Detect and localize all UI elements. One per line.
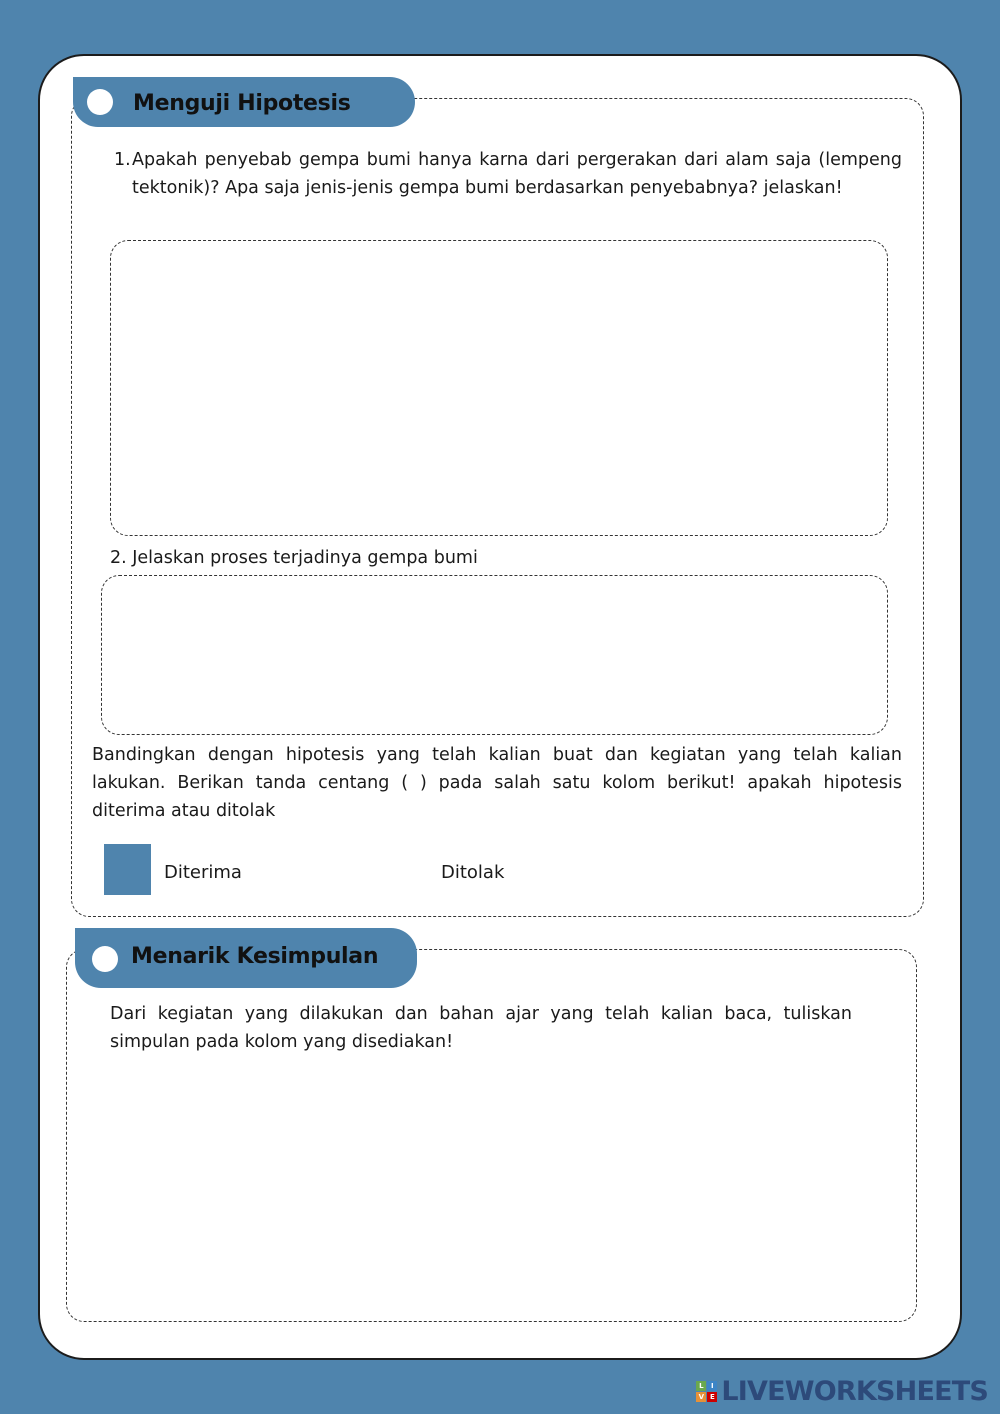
answer-box-2[interactable]	[101, 575, 888, 735]
section-title: Menarik Kesimpulan	[131, 944, 379, 969]
reject-label: Ditolak	[441, 862, 505, 883]
section-title: Menguji Hipotesis	[133, 91, 351, 116]
question-1-number: 1.	[114, 150, 131, 170]
hypothesis-header	[73, 77, 415, 127]
conclusion-answer-area[interactable]	[100, 1061, 890, 1311]
accept-label: Diterima	[164, 862, 242, 883]
conclusion-instruction: Dari kegiatan yang dilakukan dan bahan ajar yang telah kalian baca, tuliskan simpulan pada kolom yang disediakan!	[110, 1004, 852, 1052]
question-2: 2. Jelaskan proses terjadinya gempa bumi	[110, 548, 478, 568]
bullet-icon	[92, 946, 118, 972]
answer-box-1[interactable]	[110, 240, 888, 536]
accept-checkbox[interactable]	[104, 844, 151, 895]
brand-name: LIVEWORKSHEETS	[721, 1375, 988, 1407]
bullet-icon	[87, 89, 113, 115]
brand-icon: L I V E	[696, 1381, 717, 1402]
worksheet-card	[38, 54, 962, 1360]
question-1: Apakah penyebab gempa bumi hanya karna dari pergerakan dari alam saja (lempeng tektonik)? Apa saja jenis-jenis gempa bumi berdasarkan penyebabnya? jelaskan!	[132, 150, 902, 198]
compare-instruction: Bandingkan dengan hipotesis yang telah kalian buat dan kegiatan yang telah kalian lakukan. Berikan tanda centang ( ) pada salah satu kolom berikut! apakah hipotesis diterima atau ditolak	[92, 745, 902, 821]
conclusion-header	[75, 928, 417, 988]
liveworksheets-logo	[696, 1374, 988, 1408]
